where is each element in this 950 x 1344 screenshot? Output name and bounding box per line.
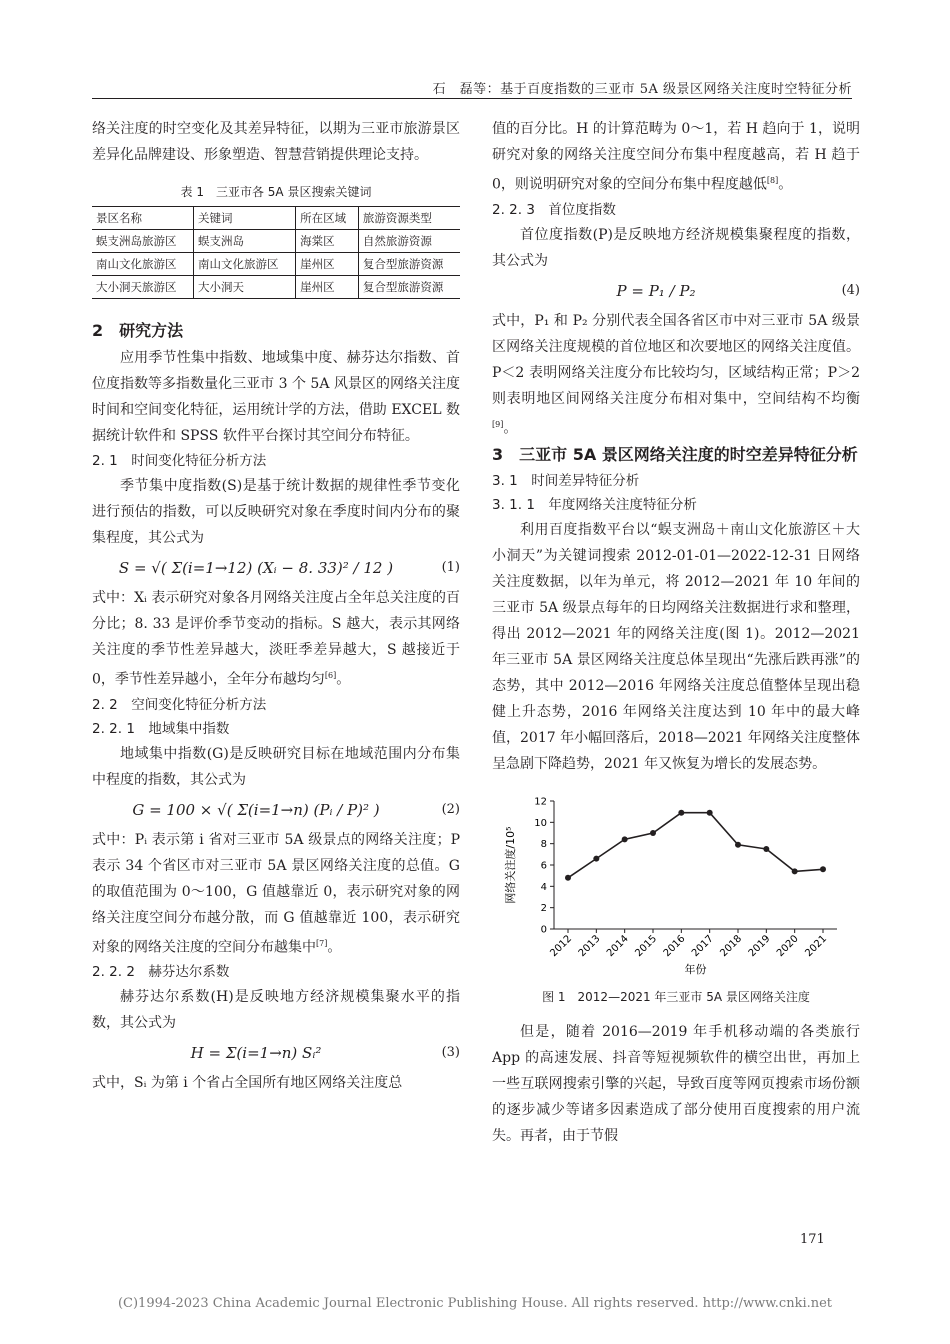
x-tick-label: 2016	[661, 933, 688, 960]
table-cell: 崖州区	[296, 253, 359, 276]
section-2-title: 2 研究方法	[92, 321, 184, 340]
table-cell: 大小洞天旅游区	[92, 276, 194, 299]
table-cell: 南山文化旅游区	[194, 253, 296, 276]
series-line	[568, 813, 823, 878]
x-tick-label: 2021	[803, 933, 830, 960]
citation: [7]	[316, 938, 328, 948]
table-header: 旅游资源类型	[358, 207, 460, 230]
section-2-1-text: 季节集中度指数(S)是基于统计数据的规律性季节变化进行预估的指数，可以反映研究对象在季度时间内分布的聚集程度，其公式为	[92, 478, 460, 546]
citation: [6]	[324, 671, 337, 680]
citation: [9]	[492, 419, 504, 429]
attention-line-chart	[492, 791, 860, 981]
formula-3-expression: H = Σ(i=1→n) Sᵢ²	[190, 1044, 322, 1063]
y-tick-label: 12	[534, 796, 547, 808]
table-cell: 崖州区	[296, 276, 359, 299]
table-caption: 表 1 三亚市各 5A 景区搜索关键词	[180, 185, 372, 199]
page-number: 171	[800, 1232, 825, 1247]
x-tick-label: 2012	[548, 933, 575, 960]
formula-4-explanation-text: 式中，P₁ 和 P₂ 分别代表全国各省区市中对三亚市 5A 级景区网络关注度规模的首位地区和次要地区的网络关注度值。P＜2 表明网络关注度分布比较均匀，区域结构正常；P＞2 则表明地区间网络关注度分布相对集中，空间结构不均衡	[492, 312, 860, 407]
formula-4-expression: P = P₁ / P₂	[616, 281, 696, 300]
y-tick-label: 0	[540, 924, 547, 936]
table-row	[92, 230, 460, 253]
data-point	[820, 867, 826, 873]
x-tick-label: 2019	[746, 933, 773, 960]
section-3-title: 3 三亚市 5A 景区网络关注度的时空差异特征分析	[492, 445, 858, 465]
table-cell: 复合型旅游资源	[358, 276, 460, 299]
formula-2-explanation-text: 式中：Pᵢ 表示第 i 省对三亚市 5A 级景点的网络关注度；P 表示 34 个省区市对三亚市 5A 景区网络关注度的总值。G 的取值范围为 0～100，G 值越靠近 0，表示研究对象的网络关注度空间分布越分散，而 G 值越靠近 100，表示研究对象的网络关注度的空间分布越集中	[92, 831, 460, 956]
x-axis-label: 年份	[684, 963, 707, 977]
formula-1-explanation-text: 式中：Xᵢ 表示研究对象各月网络关注度占全年总关注度的百分比；8. 33 是评价季节变动的指标。S 越大，表示其网络关注度的季节性差异越大，淡旺季差异越大，S 越接近于 0，季节性差异越小，全年分布越均匀	[92, 590, 460, 688]
section-2-text: 应用季节性集中指数、地域集中度、赫芬达尔指数、首位度指数等多指数量化三亚市 3 个 5A 风景区的网络关注度时间和空间变化特征，运用统计学的方法，借助 EXCEL 数据统计软件和 SPSS 软件平台探讨其空间分布特征。	[92, 350, 460, 444]
section-2-2-2-title: 2. 2. 2 赫芬达尔系数	[92, 964, 230, 981]
formula-1	[92, 555, 460, 581]
keyword-table	[92, 206, 460, 299]
section-2-2-title: 2. 2 空间变化特征分析方法	[92, 696, 267, 713]
intro-paragraph: 络关注度的时空变化及其差异特征，以期为三亚市旅游景区差异化品牌建设、形象塑造、智慧营销提供理论支持。	[92, 121, 460, 163]
figure-caption: 图 1 2012—2021 年三亚市 5A 景区网络关注度	[542, 990, 810, 1005]
section-2-2-1-text: 地域集中指数(G)是反映研究目标在地域范围内分布集中程度的指数，其公式为	[92, 745, 460, 788]
y-tick-label: 6	[540, 860, 547, 872]
table-header: 关键词	[194, 207, 296, 230]
x-ticks	[548, 929, 829, 959]
x-tick-label: 2014	[605, 933, 631, 960]
table-cell: 大小洞天	[194, 276, 296, 299]
section-2-2-3-text: 首位度指数(P)是反映地方经济规模集聚程度的指数，其公式为	[492, 226, 860, 269]
section-3-1-title: 3. 1 时间差异特征分析	[492, 473, 640, 490]
formula-2-number: (2)	[441, 801, 460, 817]
data-point	[678, 810, 684, 816]
formula-3-explanation: 式中，Sᵢ 为第 i 个省占全国所有地区网络关注度总	[92, 1075, 403, 1092]
data-points	[565, 810, 826, 881]
x-tick-label: 2013	[576, 933, 603, 960]
data-point	[707, 810, 713, 816]
x-tick-label: 2020	[775, 933, 801, 960]
data-point	[593, 856, 599, 862]
formula-1-expression: S = √( Σ(i=1→12) (Xᵢ − 8. 33)² / 12 )	[118, 559, 394, 577]
section-2-2-3-title: 2. 2. 3 首位度指数	[492, 201, 616, 218]
y-tick-label: 2	[540, 903, 547, 915]
table-row	[92, 253, 460, 276]
section-2-2-2-text: 赫芬达尔系数(H)是反映地方经济规模集聚水平的指数，其公式为	[92, 989, 460, 1032]
table-cell: 海棠区	[296, 230, 359, 253]
data-point	[622, 837, 628, 843]
continued-paragraph: 值的百分比。H 的计算范畴为 0～1，若 H 趋向于 1，说明研究对象的网络关注度空间分布集中程度越高，若 H 趋于 0，则说明研究对象的空间分布集中程度越低[8]。	[492, 121, 860, 193]
formula-1-explanation: 式中：Xᵢ 表示研究对象各月网络关注度占全年总关注度的百分比；8. 33 是评价季节变动的指标。S 越大，表示其网络关注度的季节性差异越大，淡旺季差异越大，S 越接近于 0，季节性差异越小，全年分布越均匀[6]。	[92, 590, 460, 688]
formula-2-explanation: 式中：Pᵢ 表示第 i 省对三亚市 5A 级景点的网络关注度；P 表示 34 个省区市对三亚市 5A 景区网络关注度的总值。G 的取值范围为 0～100，G 值越靠近 0，表示研究对象的网络关注度空间分布越分散，而 G 值越靠近 100，表示研究对象的网络关注度的空间分布越集中[7]。	[92, 831, 460, 956]
y-tick-label: 4	[540, 882, 547, 894]
section-3-1-1-title: 3. 1. 1 年度网络关注度特征分析	[492, 497, 697, 514]
formula-2-expression: G = 100 × √( Σ(i=1→n) (Pᵢ / P)² )	[132, 800, 380, 819]
data-point	[792, 869, 798, 875]
section-3-1-1-text: 利用百度指数平台以“蜈支洲岛＋南山文化旅游区＋大小洞天”为关键词搜索 2012-01-01—2022-12-31 日网络关注度数据，以年为单元，将 2012—2021 年 10 年间的三亚市 5A 级景点每年的日均网络关注数据进行求和整理，得出 2012—2021 年的网络关注度(图 1)。2012—2021 年三亚市 5A 景区网络关注度总体呈现出“先涨后跌再涨”的态势，其中 2012—2016 年网络关注度总值整体呈现出稳健上升态势，2016 年网络关注度达到 10 年中的最大峰值，2017 年小幅回落后，2018—2021 年网络关注度整体呈急剧下降趋势，2021 年又恢复为增长的发展态势。	[492, 522, 860, 773]
y-axis-label: 网络关注度/10⁵	[504, 826, 517, 904]
y-ticks	[534, 797, 554, 936]
table-header: 所在区域	[296, 207, 359, 230]
left-column	[92, 116, 460, 1096]
formula-1-number: (1)	[441, 560, 460, 575]
continued-text: 值的百分比。H 的计算范畴为 0～1，若 H 趋向于 1，说明研究对象的网络关注度空间分布集中程度越高，若 H 趋于 0，则说明研究对象的空间分布集中程度越低	[492, 121, 860, 193]
x-tick-label: 2018	[718, 933, 745, 960]
data-point	[565, 875, 571, 881]
data-point	[650, 830, 656, 836]
table-row	[92, 276, 460, 299]
data-point	[735, 842, 741, 848]
table-header: 景区名称	[92, 207, 194, 230]
y-tick-label: 8	[540, 839, 547, 851]
formula-2	[92, 797, 460, 823]
formula-4-explanation: 式中，P₁ 和 P₂ 分别代表全国各省区市中对三亚市 5A 级景区网络关注度规模的首位地区和次要地区的网络关注度值。P＜2 表明网络关注度分布比较均匀，区域结构正常；P＞2 则表明地区间网络关注度分布相对集中，空间结构不均衡[9]。	[492, 312, 860, 437]
header-rule	[92, 98, 852, 99]
after-figure-text: 但是，随着 2016—2019 年手机移动端的各类旅行 App 的高速发展、抖音等短视频软件的横空出世，再加上一些互联网搜索引擎的兴起，导致百度等网页搜索市场份额的逐步减少等诸多因素造成了部分使用百度搜索的用户流失。再者，由于节假	[492, 1024, 860, 1145]
formula-3	[92, 1040, 460, 1066]
formula-4	[492, 278, 860, 304]
table-cell: 自然旅游资源	[358, 230, 460, 253]
section-2-1-title: 2. 1 时间变化特征分析方法	[92, 453, 267, 469]
y-tick-label: 10	[534, 818, 547, 830]
table-cell: 蜈支洲岛	[194, 230, 296, 253]
right-column	[492, 116, 860, 1149]
table-cell: 蜈支洲岛旅游区	[92, 230, 194, 253]
section-2-2-1-title: 2. 2. 1 地域集中指数	[92, 720, 230, 737]
formula-3-number: (3)	[441, 1045, 460, 1061]
copyright-footer: (C)1994-2023 China Academic Journal Electronic Publishing House. All rights reserved. http://www.cnki.net	[117, 1296, 833, 1311]
formula-4-number: (4)	[841, 282, 860, 298]
table-cell: 南山文化旅游区	[92, 253, 194, 276]
citation: [8]	[766, 176, 779, 185]
data-point	[763, 846, 769, 852]
x-tick-label: 2017	[690, 933, 716, 960]
x-tick-label: 2015	[633, 933, 660, 960]
running-header: 石 磊等：基于百度指数的三亚市 5A 级景区网络关注度时空特征分析	[432, 82, 852, 97]
table-cell: 复合型旅游资源	[358, 253, 460, 276]
